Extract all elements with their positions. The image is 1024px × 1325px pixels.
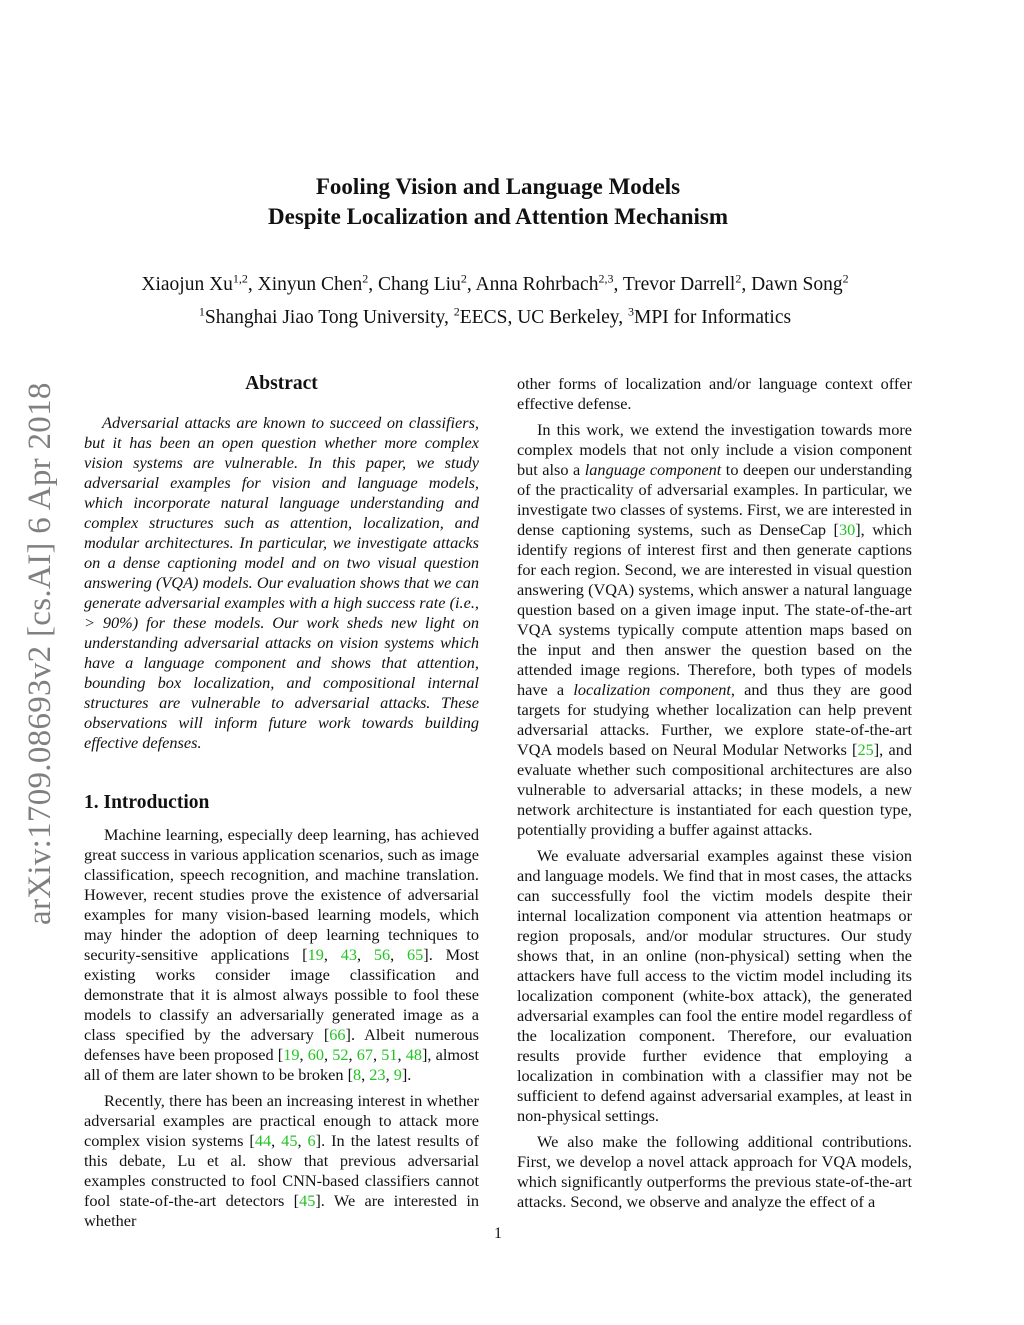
text-run: other forms of localization and/or language context offer effective defense. — [517, 374, 912, 413]
paragraph — [84, 825, 479, 1085]
citation-link[interactable]: 23 — [369, 1065, 386, 1084]
text-run: We also make the following additional contributions. First, we develop a novel attack approach for VQA models, which significantly outperforms the previous state-of-the-art attacks. Second, we observe and analyze the effect of a — [517, 1132, 912, 1211]
author-name: Chang Liu — [377, 274, 461, 295]
citation-link[interactable]: 43 — [340, 945, 358, 964]
paragraph — [517, 374, 912, 414]
affiliation — [198, 304, 445, 328]
text-run: We evaluate adversarial examples against these vision and language models. We find that in most cases, the attacks can successfully fool the victim models despite their internal localization component via attention heatmaps or region proposals, and/or modular structures. Our study shows that, in an online (non-physical) setting when the attackers have full access to the victim model including its localization component (white-box attack), the generated adversarial examples can fool the entire model regardless of the localization component. Therefore, our evaluation results provide further evidence that employing a localization in combination with a classifier may not be sufficient to defend against adversarial examples, at least in non-physical settings. — [517, 846, 912, 1125]
author-name: Xiaojun Xu — [141, 274, 233, 295]
affiliation-number: 1 — [198, 304, 205, 319]
text-run: , — [372, 1045, 382, 1064]
text-run: , — [385, 1065, 394, 1084]
text-run: ], which identify regions of interest first and then generate captions for each region. Second, we are interested in visual question answering (VQA) systems, which answer a natural language question based on a given image input. The state-of-the-art VQA systems typically compute attention maps based on the input and then answer the question based on the attended image regions. Therefore, both types of models have a — [517, 520, 912, 699]
citation-link[interactable]: 6 — [307, 1131, 316, 1150]
citation-link[interactable]: 66 — [329, 1025, 346, 1044]
author — [475, 271, 614, 295]
citation-link[interactable]: 56 — [373, 945, 391, 964]
text-run: Machine learning, especially deep learning, has achieved great success in various application scenarios, such as image classification, speech recognition, and machine translation. However, recent studies prove the existence of adversarial examples for many vision-based learning models, which may hinder the adoption of deep learning techniques to security-sensitive applications [ — [84, 825, 479, 964]
text-run: ]. — [401, 1065, 412, 1084]
arxiv-identifier: arXiv:1709.08693v2 [cs.AI] 6 Apr 2018 — [22, 382, 58, 925]
text-run: In this work, we extend the investigation towards more complex models that not only include a vision component but also a — [517, 420, 912, 479]
text-run: ]. Albeit numerous defenses have been proposed [ — [84, 1025, 480, 1064]
text-run: , — [299, 1045, 308, 1064]
affiliation-name: MPI for Informatics — [634, 307, 792, 328]
citation-link[interactable]: 48 — [405, 1045, 422, 1064]
right-column — [517, 374, 912, 1218]
affiliation-name: EECS, UC Berkeley — [459, 307, 619, 328]
author-affiliation-mark: 2 — [735, 271, 742, 286]
citation-link[interactable]: 25 — [857, 740, 874, 759]
citation-link[interactable]: 60 — [307, 1045, 324, 1064]
paragraph — [517, 1132, 912, 1212]
paragraph — [517, 420, 912, 840]
author-list: Xiaojun Xu$^{1,2}$, Xinyun Chen$^2$, Chang Liu$^2$, Anna Rohrbach$^{2,3}$, Trevor Darrell$^2$, Dawn Song$^2$ — [141, 271, 849, 295]
page-number: 1 — [494, 1225, 502, 1242]
author-name: Anna Rohrbach — [475, 274, 599, 295]
citation-link[interactable]: 67 — [356, 1045, 373, 1064]
affiliation-number: 3 — [628, 304, 635, 319]
citation-link[interactable]: 52 — [332, 1045, 349, 1064]
text-run: ]. Most existing works consider image classification and demonstrate that it is almost always possible to fool these models to classify an adversarially generated image as a class specified by the adversary [ — [84, 945, 480, 1044]
text-run: , and thus they are good targets for studying whether localization can help prevent adversarial attacks. Further, we explore state-of-the-art VQA models based on Neural Modular Networks [ — [517, 680, 912, 759]
abstract-heading: Abstract — [245, 373, 318, 394]
author-block — [0, 268, 990, 334]
title-line-2: Despite Localization and Attention Mechanism — [268, 204, 728, 229]
author-affiliation-mark: 2 — [842, 271, 849, 286]
text-run: , — [323, 945, 341, 964]
author-affiliation-mark: 2,3 — [598, 271, 614, 286]
left-column — [84, 372, 479, 1237]
emphasized-text: localization component — [573, 680, 731, 699]
citation-link[interactable]: 45 — [299, 1191, 316, 1210]
author — [377, 271, 467, 295]
citation-link[interactable]: 45 — [281, 1131, 298, 1150]
citation-link[interactable]: 19 — [283, 1045, 300, 1064]
author — [257, 271, 369, 295]
text-run: , — [271, 1131, 282, 1150]
text-run: , — [390, 945, 408, 964]
text-run: , — [357, 945, 374, 964]
text-run: ]. We are interested in whether — [84, 1191, 479, 1230]
paragraph — [84, 1091, 479, 1231]
introduction-body-right — [517, 374, 912, 1212]
author-affiliation-mark: 1,2 — [232, 271, 248, 286]
affiliation-list: $^1$Shanghai Jiao Tong University, $^2$EECS, UC Berkeley, $^3$MPI for Informatics — [198, 304, 792, 328]
citation-link[interactable]: 19 — [307, 945, 324, 964]
author-name: Trevor Darrell — [622, 274, 736, 295]
author-affiliation-mark: 2 — [460, 271, 467, 286]
affiliation — [453, 304, 619, 328]
text-run: ], and evaluate whether such compositional architectures are also vulnerable to adversarial attacks; in these models, a new network architecture is instantiated for each question type, potentially providing a buffer against attacks. — [517, 740, 912, 839]
text-run: ]. In the latest results of this debate, Lu et al. show that previous adversarial examples constructed to fool CNN-based classifiers cannot fool state-of-the-art detectors [ — [84, 1131, 479, 1210]
emphasized-text: language component — [584, 460, 722, 479]
citation-link[interactable]: 44 — [254, 1131, 272, 1150]
text-run: ], almost all of them are later shown to be broken [ — [84, 1045, 480, 1084]
citation-link[interactable]: 9 — [393, 1065, 402, 1084]
text-run: , — [297, 1131, 308, 1150]
author — [622, 271, 742, 295]
citation-link[interactable]: 65 — [407, 945, 424, 964]
affiliation-name: Shanghai Jiao Tong University — [204, 307, 445, 328]
citation-link[interactable]: 8 — [353, 1065, 362, 1084]
text-run: Recently, there has been an increasing interest in whether adversarial examples are practical enough to attack more complex vision systems [ — [84, 1091, 479, 1150]
introduction-body-left — [84, 825, 479, 1231]
affiliation — [628, 304, 792, 328]
author-affiliation-mark: 2 — [362, 271, 369, 286]
section-heading-introduction: 1. Introduction — [84, 792, 210, 813]
author-name: Xinyun Chen — [257, 274, 363, 295]
affiliation-number: 2 — [453, 304, 460, 319]
author-name: Dawn Song — [751, 274, 843, 295]
text-run: , — [348, 1045, 357, 1064]
paragraph — [517, 846, 912, 1126]
abstract-text: Adversarial attacks are known to succeed on classifiers, but it has been an open question whether more complex vision systems are vulnerable. In this paper, we study adversarial examples for vision and language models, which incorporate natural language understanding and complex structures such as attention, localization, and modular architectures. In particular, we investigate attacks on a dense captioning model and on two visual question answering (VQA) models. Our evaluation shows that we can generate adversarial examples with a high success rate (i.e., > 90%) for these models. Our work sheds new light on understanding adversarial attacks on vision systems which have a language component and shows that attention, bounding box localization, and compositional internal structures are vulnerable to adversarial attacks. These observations will inform future work towards building effective defenses. — [84, 413, 479, 752]
paper-title — [0, 172, 996, 232]
citation-link[interactable]: 51 — [381, 1045, 398, 1064]
text-run: , — [323, 1045, 333, 1064]
citation-link[interactable]: 30 — [838, 520, 856, 539]
text-run: , — [397, 1045, 406, 1064]
author — [141, 271, 248, 295]
title-line-1: Fooling Vision and Language Models — [315, 174, 681, 199]
text-run: , — [361, 1065, 370, 1084]
author — [751, 271, 849, 295]
text-run: to deepen our understanding of the practicality of adversarial examples. In particular, we investigate two classes of systems. First, we are interested in dense captioning systems, such as DenseCap [ — [517, 460, 912, 539]
